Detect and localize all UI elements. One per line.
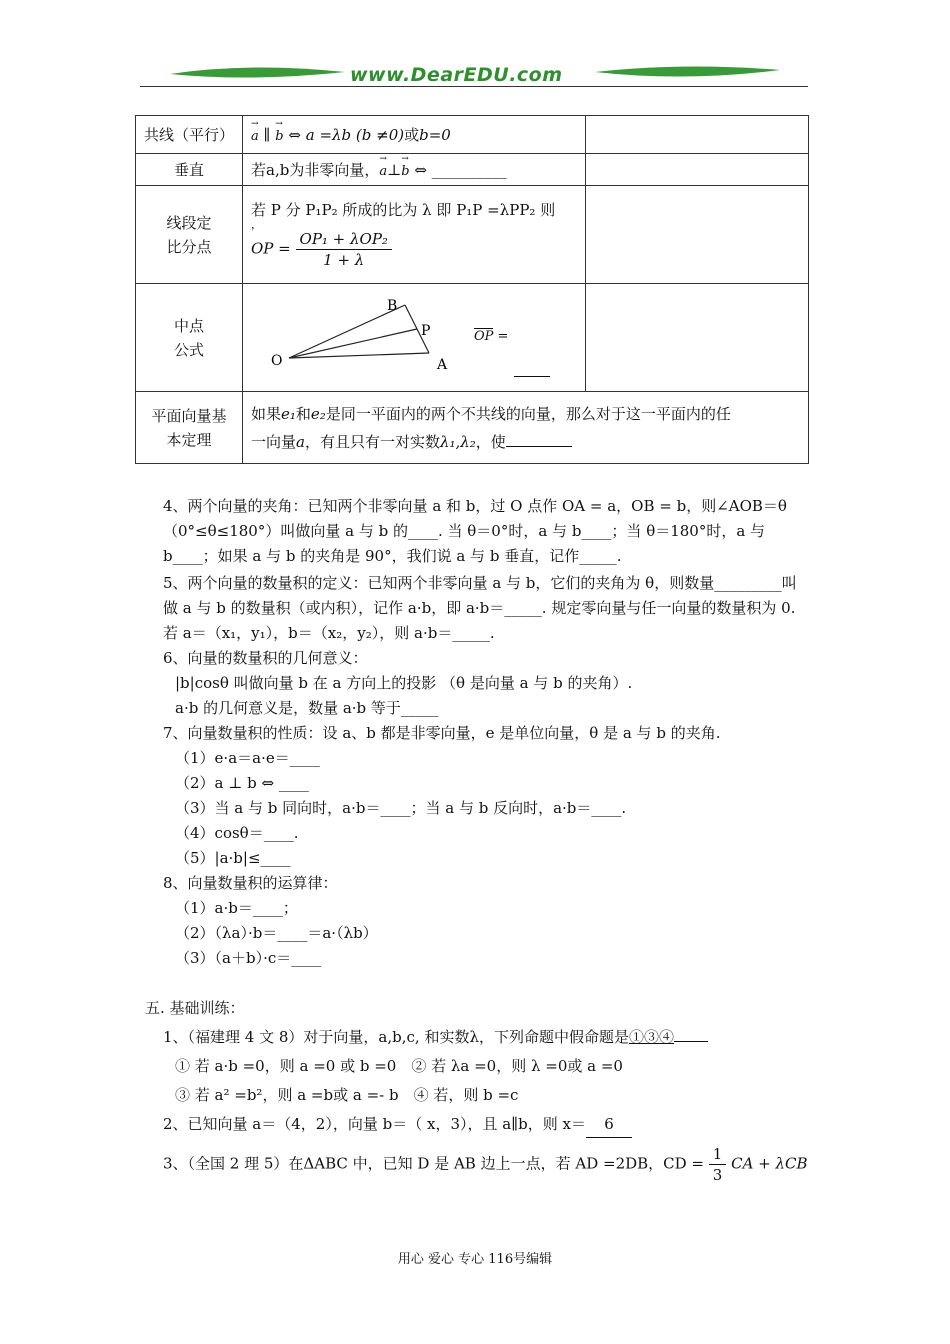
op-label: OP = <box>474 329 509 344</box>
row-label: 共线（平行） <box>136 116 243 154</box>
point-b-label: B <box>387 297 398 314</box>
question-1: 1、（福建理 4 文 8）对于向量，a,b,c, 和实数λ，下列命题中假命题是①③④ <box>145 1025 810 1050</box>
row-label: 中点 公式 <box>136 284 243 392</box>
item-8-3: （3）（a＋b）·c＝____ <box>175 949 322 967</box>
item-6-line2: a·b 的几何意义是，数量 a·b 等于_____ <box>175 699 439 717</box>
table-row <box>136 284 809 392</box>
row-label: 垂直 <box>136 154 243 186</box>
practice-section <box>145 996 810 1185</box>
header-leaf-left-icon <box>170 67 345 77</box>
item-7-5: （5）|a·b|≤____ <box>175 849 291 867</box>
point-p-label: P <box>421 322 431 339</box>
item-7-2: （2）a ⊥ b ⇔ ____ <box>175 774 309 792</box>
table-row <box>136 186 809 284</box>
row-label: 线段定 比分点 <box>136 186 243 284</box>
item-7-4: （4）cosθ＝____. <box>175 824 299 842</box>
item-8-2: （2）（λa）·b＝____＝a·（λb） <box>175 924 378 942</box>
q1-options-b: ③ 若 a² =b²，则 a =b或 a =- b ④ 若，则 b =c <box>175 1086 519 1104</box>
point-a-label: A <box>437 356 448 373</box>
row-content: 如果e₁和e₂是同一平面内的两个不共线的向量，那么对于这一平面内的任 一向量a，有且只有一对实数λ₁,λ₂，使 <box>243 392 809 464</box>
point-o-label: O <box>271 352 283 369</box>
q1-options-a: ① 若 a·b =0，则 a =0 或 b =0 ② 若 λa =0，则 λ =0或 a =0 <box>175 1057 623 1075</box>
header-rule <box>140 86 808 87</box>
item-8-1: （1）a·b＝____； <box>175 899 298 917</box>
item-7-3: （3）当 a 与 b 同向时，a·b＝____；当 a 与 b 反向时，a·b＝____. <box>175 799 627 817</box>
table-row <box>136 116 809 154</box>
row-extra <box>586 116 809 154</box>
item-6-line1: |b|cosθ 叫做向量 b 在 a 方向上的投影 （θ 是向量 a 与 b 的夹角）. <box>175 674 633 692</box>
question-3: 3、（全国 2 理 5）在ΔABC 中，已知 D 是 AB 边上一点，若 AD =2DB，CD = $\frac{1}{3}$ CA + λCB <box>163 1145 808 1184</box>
item-4: 4、两个向量的夹角：已知两个非零向量 a 和 b，过 O 点作 OA = a，OB = b，则∠AOB＝θ（0°≤θ≤180°）叫做向量 a 与 b 的____. 当 θ＝0°时，a 与 b____；当 θ＝180°时，a 与 b____；如果 a 与 b 的夹角是 90°，我们说 a 与 b 垂直，记作_____. <box>163 497 787 565</box>
row-content: 若a,b为非零向量，→ a⊥→ b ⇔ __________ <box>243 154 586 186</box>
item-7-title: 7、向量数量积的性质：设 a、b 都是非零向量，e 是单位向量，θ 是 a 与 b 的夹角. <box>163 724 721 742</box>
table-row <box>136 154 809 186</box>
knowledge-section <box>145 494 810 971</box>
answer-blank <box>506 432 572 447</box>
op-blank <box>514 376 550 377</box>
footer: 用心 爱心 专心 116号编辑 <box>397 1252 553 1267</box>
row-extra <box>586 186 809 284</box>
row-content: → a ∥ → b ⇔ a =λb (b ≠0)或b=0 <box>243 116 586 154</box>
q1-answer: ①③④ <box>628 1028 674 1046</box>
midpoint-diagram <box>251 285 581 391</box>
vector-table <box>135 115 809 464</box>
item-7-1: （1）e·a＝a·e＝____ <box>175 749 320 767</box>
row-label: 平面向量基 本定理 <box>136 392 243 464</box>
header-logo[interactable]: www.DearEDU.com <box>350 64 563 86</box>
q2-answer: 6 <box>586 1112 632 1138</box>
item-8-title: 8、向量数量积的运算律： <box>163 874 338 892</box>
question-2: 2、已知向量 a＝（4，2），向量 b＝（ x，3），且 a∥b，则 x＝ 6 <box>145 1112 810 1138</box>
row-extra <box>474 284 809 392</box>
table-row <box>136 392 809 464</box>
item-5: 5、两个向量的数量积的定义：已知两个非零向量 a 与 b，它们的夹角为 θ，则数量_________叫做 a 与 b 的数量积（或内积），记作 a·b，即 a·b＝_____. 规定零向量与任一向量的数量积为 0. 若 a＝（x₁，y₁），b＝（x₂，y₂），则 a·b＝_____. <box>163 574 797 642</box>
section-formula: $\frac{\text{OP₁ + λOP₂}}{1 + \lambda}$ <box>296 229 392 270</box>
row-content: 若 P 分 P₁P₂ 所成的比为 λ 即 P₁P =λPP₂ 则 ， OP = $\frac{\text{OP₁ + λOP₂}}{1 + \lambda}$ <box>243 186 586 284</box>
q3-fraction: $\frac{1}{3}$ <box>709 1144 727 1185</box>
header-leaf-right-icon <box>595 66 780 76</box>
item-6-title: 6、向量的数量积的几何意义： <box>163 649 368 667</box>
row-extra <box>586 154 809 186</box>
practice-heading: 五. 基础训练： <box>145 999 245 1017</box>
